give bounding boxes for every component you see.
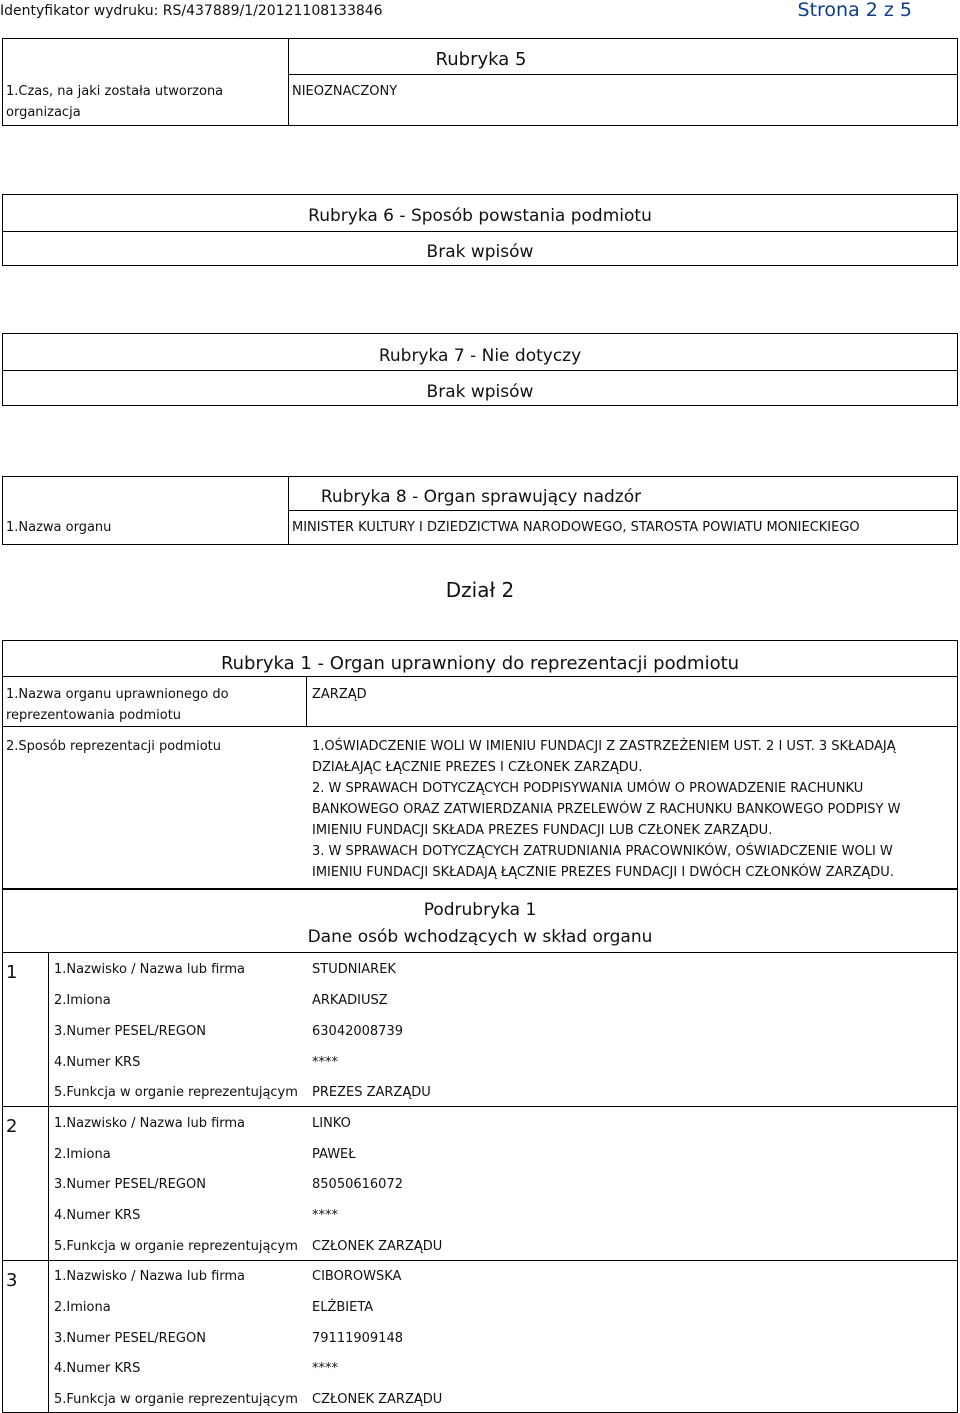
- rubryka5-header-line: [288, 74, 958, 75]
- field-label-function: 5.Funkcja w organie reprezentującym: [54, 1239, 298, 1254]
- field-label-pesel: 3.Numer PESEL/REGON: [54, 1331, 206, 1346]
- rubryka7-divider: [2, 370, 958, 371]
- field-value-krs: ****: [312, 1361, 338, 1376]
- field-label-surname: 1.Nazwisko / Nazwa lub firma: [54, 962, 246, 977]
- print-identifier: Identyfikator wydruku: RS/437889/1/20121108133846: [0, 3, 383, 19]
- podrubryka-title: Podrubryka 1: [423, 900, 537, 920]
- field-value-pesel: 63042008739: [312, 1024, 403, 1039]
- d2r1-title: Rubryka 1 - Organ uprawniony do reprezentacji podmiotu: [220, 653, 740, 674]
- rubryka7-title: Rubryka 7 - Nie dotyczy: [378, 346, 582, 366]
- rubryka8-label: 1.Nazwa organu: [6, 520, 112, 535]
- field-label-pesel: 3.Numer PESEL/REGON: [54, 1024, 206, 1039]
- rubryka7-value: Brak wpisów: [426, 382, 534, 402]
- d2r1-label2: 2.Sposób reprezentacji podmiotu: [6, 739, 221, 754]
- field-label-function: 5.Funkcja w organie reprezentującym: [54, 1392, 298, 1407]
- field-label-krs: 4.Numer KRS: [54, 1361, 141, 1376]
- representation-line: BANKOWEGO ORAZ ZATWIERDZANIA PRZELEWÓW Z RACHUNKU BANKOWEGO PODPISY W: [312, 802, 901, 817]
- field-value-function: CZŁONEK ZARZĄDU: [312, 1239, 443, 1254]
- field-value-krs: ****: [312, 1055, 338, 1070]
- rubryka5-value: NIEOZNACZONY: [292, 84, 398, 99]
- representation-line: 2. W SPRAWACH DOTYCZĄCYCH PODPISYWANIA UMÓW O PROWADZENIE RACHUNKU: [312, 781, 864, 796]
- rubryka6-title: Rubryka 6 - Sposób powstania podmiotu: [308, 206, 652, 226]
- rubryka8-header-line: [288, 510, 958, 511]
- field-value-pesel: 85050616072: [312, 1177, 403, 1192]
- field-label-surname: 1.Nazwisko / Nazwa lub firma: [54, 1269, 246, 1284]
- representation-line: 3. W SPRAWACH DOTYCZĄCYCH ZATRUDNIANIA PRACOWNIKÓW, OŚWIADCZENIE WOLI W: [312, 844, 893, 859]
- field-value-surname: LINKO: [312, 1116, 351, 1131]
- d2r1-row-line: [2, 726, 958, 727]
- rubryka6-divider: [2, 231, 958, 232]
- d2r1-value1: ZARZĄD: [312, 687, 367, 702]
- d2r1-col-divider: [306, 676, 307, 726]
- field-value-surname: STUDNIAREK: [312, 962, 396, 977]
- rubryka6-value: Brak wpisów: [426, 242, 534, 262]
- person-divider-2: [2, 1260, 958, 1261]
- representation-line: DZIAŁAJĄC ŁĄCZNIE PREZES I CZŁONEK ZARZĄDU.: [312, 760, 643, 775]
- podrubryka-num-divider: [48, 952, 49, 1413]
- rubryka8-title: Rubryka 8 - Organ sprawujący nadzór: [320, 487, 642, 507]
- field-label-krs: 4.Numer KRS: [54, 1055, 141, 1070]
- field-value-names: ELŻBIETA: [312, 1300, 374, 1315]
- rubryka8-value: MINISTER KULTURY I DZIEDZICTWA NARODOWEGO, STAROSTA POWIATU MONIECKIEGO: [292, 520, 860, 535]
- rubryka8-col-divider: [288, 510, 289, 545]
- field-value-names: ARKADIUSZ: [312, 993, 388, 1008]
- rubryka5-title: Rubryka 5: [435, 49, 527, 70]
- d2r1-representation-text: [312, 736, 952, 883]
- d2r1-label1-a: 1.Nazwa organu uprawnionego do: [6, 687, 229, 702]
- d2r1-header-line: [2, 676, 958, 677]
- field-label-names: 2.Imiona: [54, 1300, 111, 1315]
- rubryka5-label-b: organizacja: [6, 105, 81, 120]
- podrubryka-subtitle: Dane osób wchodzących w skład organu: [307, 927, 653, 947]
- rubryka5-label-a: 1.Czas, na jaki została utworzona: [6, 84, 224, 99]
- representation-line: IMIENIU FUNDACJI SKŁADAJĄ ŁĄCZNIE PREZES FUNDACJI I DWÓCH CZŁONKÓW ZARZĄDU.: [312, 865, 894, 880]
- field-label-function: 5.Funkcja w organie reprezentującym: [54, 1085, 298, 1100]
- d2r1-label1-b: reprezentowania podmiotu: [6, 708, 182, 723]
- field-label-names: 2.Imiona: [54, 1147, 111, 1162]
- field-value-names: PAWEŁ: [312, 1147, 356, 1162]
- page-number: Strona 2 z 5: [797, 0, 912, 21]
- field-value-krs: ****: [312, 1208, 338, 1223]
- person-number: 1: [6, 962, 18, 983]
- field-label-krs: 4.Numer KRS: [54, 1208, 141, 1223]
- rubryka5-col-divider: [288, 74, 289, 126]
- field-value-function: CZŁONEK ZARZĄDU: [312, 1392, 443, 1407]
- representation-line: IMIENIU FUNDACJI SKŁADA PREZES FUNDACJI LUB CZŁONEK ZARZĄDU.: [312, 823, 773, 838]
- field-label-pesel: 3.Numer PESEL/REGON: [54, 1177, 206, 1192]
- field-label-surname: 1.Nazwisko / Nazwa lub firma: [54, 1116, 246, 1131]
- print-header: [0, 0, 960, 26]
- field-value-surname: CIBOROWSKA: [312, 1269, 402, 1284]
- field-value-function: PREZES ZARZĄDU: [312, 1085, 431, 1100]
- podrubryka-header-line: [2, 952, 958, 953]
- person-divider-1: [2, 1106, 958, 1107]
- representation-line: 1.OŚWIADCZENIE WOLI W IMIENIU FUNDACJI Z ZASTRZEŻENIEM UST. 2 I UST. 3 SKŁADAJĄ: [312, 739, 896, 754]
- field-value-pesel: 79111909148: [312, 1331, 403, 1346]
- section-title: Dział 2: [445, 578, 515, 602]
- person-number: 3: [6, 1270, 18, 1291]
- person-number: 2: [6, 1116, 18, 1137]
- field-label-names: 2.Imiona: [54, 993, 111, 1008]
